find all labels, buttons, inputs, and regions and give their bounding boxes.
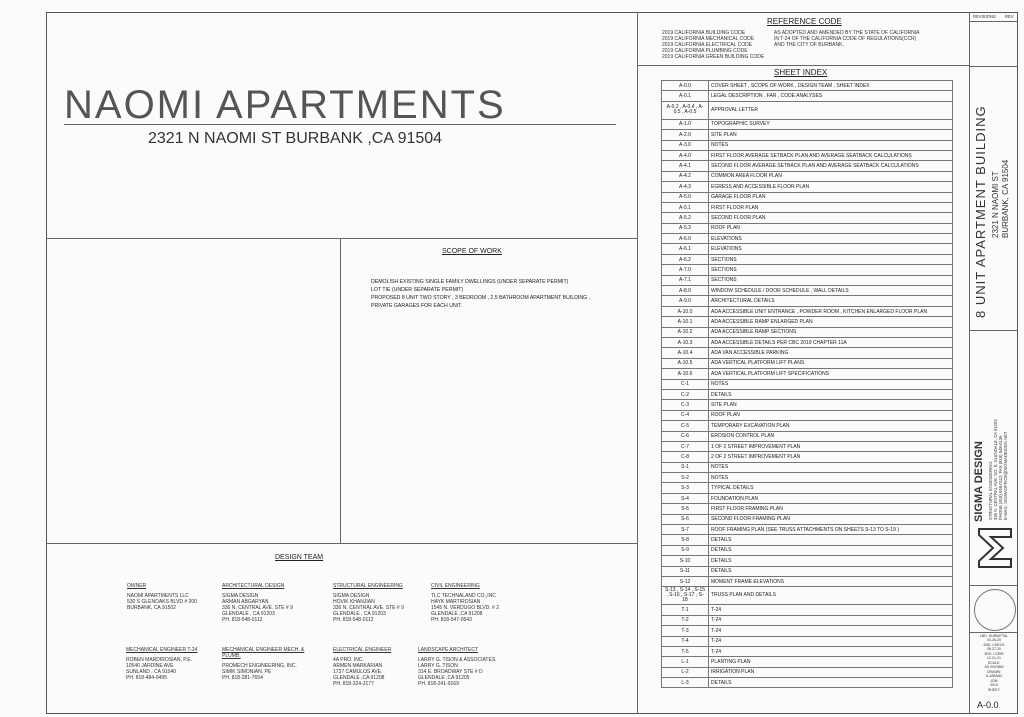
team-detail-line: PH. 818-548-0112 bbox=[222, 617, 263, 623]
sheet-number-cell: A-0.2 , A-0.4 , A-0.5 , A-0.5 bbox=[662, 101, 709, 119]
sheet-index-row bbox=[662, 119, 953, 129]
sheet-description-cell: FIRST FLOOR FRAMING PLAN bbox=[709, 504, 953, 514]
sheet-number-cell: A-6.1 bbox=[662, 244, 709, 254]
sheet-description-cell: ROOF FRAMING PLAN (SEE TRUSS ATTACHMENTS ON SHEETS S-13 TO S-19 ) bbox=[709, 525, 953, 535]
sheet-number-cell: A-5.0 bbox=[662, 192, 709, 202]
note-line: AS ADOPTED AND AMENDED BY THE STATE OF CALIFORNIA bbox=[774, 30, 920, 36]
firm-name-vertical: SIGMA DESIGN bbox=[973, 441, 985, 522]
sheet-number-cell: A-6.2 bbox=[662, 254, 709, 264]
field-value: 12-01-21 bbox=[986, 656, 1001, 660]
sheet-number-cell: C-7 bbox=[662, 441, 709, 451]
sheet-index-row bbox=[662, 223, 953, 233]
sheet-index-row bbox=[662, 369, 953, 379]
note-line: AND THE CITY OF BURBANK. bbox=[774, 42, 844, 48]
project-address: 2321 N NAOMI ST BURBANK ,CA 91504 bbox=[148, 130, 443, 147]
sheet-index-row bbox=[662, 452, 953, 462]
project-address-vertical: 2321 N NAOMI ST bbox=[991, 171, 1000, 238]
title-block-field bbox=[971, 643, 1017, 651]
sheet-description-cell: ADA VERTICAL PLATFORM LIFT PLANS bbox=[709, 358, 953, 368]
sheet-description-cell: TYPICAL DETAILS bbox=[709, 483, 953, 493]
sheet-index-row bbox=[662, 678, 953, 688]
sheet-index-row bbox=[662, 389, 953, 399]
team-detail-line: SIGMA DESIGN bbox=[333, 593, 370, 599]
scope-line: PROPOSED 8 UNIT TWO STORY , 3 BEDROOM , 2.5 BATHROOM APARTMENT BUILDING , bbox=[371, 295, 591, 301]
reference-code-title: REFERENCE CODE bbox=[767, 17, 842, 26]
title-block-field bbox=[971, 652, 1017, 660]
firm-info-line: STRUCTURAL ENGINEERING bbox=[988, 461, 993, 520]
team-detail-line: 530 S GLENOAKS BLVD # 200 bbox=[127, 599, 197, 605]
sheet-index-row bbox=[662, 483, 953, 493]
sheet-index-row bbox=[662, 244, 953, 254]
divider bbox=[969, 330, 1018, 331]
design-team-title: DESIGN TEAM bbox=[275, 554, 324, 561]
sheet-description-cell: T-24 bbox=[709, 646, 953, 656]
sheet-description-cell: SECOND FLOOR FRAMING PLAN bbox=[709, 514, 953, 524]
sheet-number-cell: A-6.0 bbox=[662, 234, 709, 244]
sheet-description-cell: FIRST FLOOR PLAN bbox=[709, 202, 953, 212]
team-detail-line: SIMIK SIMONIAN, PE bbox=[222, 669, 272, 675]
sheet-number-cell: L-2 bbox=[662, 667, 709, 677]
sheet-number-cell: A-8.0 bbox=[662, 286, 709, 296]
sheet-index-row bbox=[662, 504, 953, 514]
team-detail-line: 314 E. BROADWAY STE # D bbox=[418, 669, 483, 675]
sheet-index-row bbox=[662, 636, 953, 646]
sheet-index-row bbox=[662, 400, 953, 410]
sheet-number-cell: A-4.2 bbox=[662, 171, 709, 181]
team-detail-line: SIGMA DESIGN bbox=[222, 593, 259, 599]
firm-info-line: 336 N. CENTRAL AVE. NO. 9, GLENDALE, CA 91203 bbox=[993, 419, 998, 520]
code-line: 2019 CALIFORNIA ELECTRICAL CODE bbox=[662, 42, 753, 48]
reference-code-list bbox=[662, 30, 772, 60]
divider bbox=[637, 65, 969, 66]
sheet-description-cell: LEGAL DESCRIPTION , FAR , CODE ANALYSES bbox=[709, 91, 953, 101]
sheet-description-cell: COVER SHEET , SCOPE OF WORK , DESIGN TEAM , SHEET INDEX bbox=[709, 81, 953, 91]
sheet-number-cell: A-10.3 bbox=[662, 337, 709, 347]
sheet-number-cell: A-10.0 bbox=[662, 306, 709, 316]
firm-info-line: E-MAIL: SIGMAOFFICE@SIGMADESIGN.NET bbox=[1003, 431, 1008, 520]
sheet-description-cell: SECOND FLOOR AVERAGE SETBACK PLAN AND AVERAGE SEATBACK CALCULATIONS bbox=[709, 161, 953, 171]
sheet-index-row bbox=[662, 462, 953, 472]
sheet-number-cell: S-2 bbox=[662, 473, 709, 483]
field-label: 2ND. CHECK bbox=[983, 643, 1005, 647]
sheet-index-row bbox=[662, 473, 953, 483]
sheet-index-row bbox=[662, 213, 953, 223]
sheet-description-cell: ADA ACCESSIBLE DETAILS PER CBC 2019 CHAPTER 11A bbox=[709, 337, 953, 347]
team-detail-line: PH. 818-241-9169 bbox=[418, 681, 459, 687]
team-detail-line: PH. 818-548-0112 bbox=[333, 617, 374, 623]
scope-of-work-text bbox=[371, 278, 629, 310]
sheet-index-row bbox=[662, 587, 953, 605]
sheet-description-cell: DETAILS bbox=[709, 556, 953, 566]
team-detail-line: PH. 818-324-3177 bbox=[333, 681, 374, 687]
sheet-index-row bbox=[662, 535, 953, 545]
sheet-index-row bbox=[662, 150, 953, 160]
sheet-index-row bbox=[662, 306, 953, 316]
sheet-number-cell: S-7 bbox=[662, 525, 709, 535]
sheet-number-cell: S-4 bbox=[662, 493, 709, 503]
field-label: DRAWN: bbox=[986, 670, 1002, 674]
code-line: 2019 CALIFORNIA PLUMBING CODE bbox=[662, 48, 748, 54]
sheet-number-cell: S-13 , S-14 , S-15 , S-16 , S-17 , S-18 bbox=[662, 587, 709, 605]
sheet-index-row bbox=[662, 556, 953, 566]
project-name-vertical: 8 UNIT APARTMENT BUILDING bbox=[973, 105, 988, 318]
sheet-description-cell: ADA ACCESSIBLE UNIT ENTRANCE , POWDER ROOM , KITCHEN ENLARGED FLOOR PLAN bbox=[709, 306, 953, 316]
sheet-index-row bbox=[662, 130, 953, 140]
team-detail-line: GLENDALE ,CA 91208 bbox=[431, 611, 483, 617]
sheet-number-cell: A-5.1 bbox=[662, 202, 709, 212]
team-detail-line: GLENDALE , CA 91203 bbox=[333, 611, 386, 617]
sheet-description-cell: DETAILS bbox=[709, 535, 953, 545]
team-role: LANDSCAPE ARCHITECT bbox=[418, 647, 479, 653]
team-role: MECHANICAL ENGINEER T-24 bbox=[126, 647, 198, 653]
team-member bbox=[418, 647, 506, 687]
revisions-label: REVISIONS bbox=[973, 14, 996, 19]
sheet-number-cell: S-9 bbox=[662, 545, 709, 555]
sheet-description-cell: ELEVATIONS bbox=[709, 244, 953, 254]
team-role: STRUCTURAL ENGINEERING bbox=[333, 583, 403, 589]
sheet-description-cell: DETAILS bbox=[709, 545, 953, 555]
sheet-index-row bbox=[662, 667, 953, 677]
sheet-description-cell: ADA ACCESSIBLE RAMP ENLARGED PLAN bbox=[709, 317, 953, 327]
sheet-description-cell: NOTES bbox=[709, 140, 953, 150]
sheet-description-cell: APPROVAL LETTER bbox=[709, 101, 953, 119]
sheet-description-cell: DETAILS bbox=[709, 678, 953, 688]
team-role: MECHANICAL ENGINEER MECH. & PLUMB. bbox=[222, 647, 305, 659]
sheet-number-cell: T-1 bbox=[662, 605, 709, 615]
team-role: CIVIL ENGINEERING bbox=[431, 583, 480, 589]
sheet-description-cell: TEMPORARY EXCAVATION PLAN bbox=[709, 421, 953, 431]
sheet-description-cell: ELEVATIONS bbox=[709, 234, 953, 244]
sheet-index-row bbox=[662, 421, 953, 431]
team-detail-line: ROBEN MARDIROSIAN, P.E. bbox=[126, 657, 193, 663]
sheet-index-row bbox=[662, 410, 953, 420]
sheet-index-row bbox=[662, 265, 953, 275]
team-detail-line: GLENDALE , CA 91203 bbox=[222, 611, 275, 617]
sheet-number-cell: L-1 bbox=[662, 657, 709, 667]
sheet-description-cell: IRRIGATION PLAN bbox=[709, 667, 953, 677]
sheet-number-cell: A-7.1 bbox=[662, 275, 709, 285]
team-detail-line: PH. 818-281-7654 bbox=[222, 675, 263, 681]
sheet-number-cell: A-9.0 bbox=[662, 296, 709, 306]
team-detail-line: 336 N. CENTRAL AVE. STE # 9 bbox=[333, 605, 404, 611]
sheet-number-cell: C-3 bbox=[662, 400, 709, 410]
sheet-description-cell: SECTIONS bbox=[709, 265, 953, 275]
team-detail-line: NAOMI APARTMENTS LLC bbox=[127, 593, 189, 599]
sheet-index-row bbox=[662, 234, 953, 244]
divider bbox=[969, 632, 1018, 633]
team-role: OWNER bbox=[127, 583, 147, 589]
team-detail-line: ARMEN MARKARIAN bbox=[333, 663, 383, 669]
sheet-description-cell: SITE PLAN bbox=[709, 400, 953, 410]
sheet-number-cell: A-10.5 bbox=[662, 358, 709, 368]
team-member bbox=[333, 583, 421, 623]
sheet-number-cell: S-6 bbox=[662, 514, 709, 524]
sheet-number-cell: A-5.2 bbox=[662, 213, 709, 223]
team-member bbox=[431, 583, 519, 623]
sheet-number-cell: A-7.0 bbox=[662, 265, 709, 275]
sheet-number: A-0.0 bbox=[977, 700, 999, 710]
team-member bbox=[126, 647, 214, 681]
divider bbox=[969, 585, 1018, 586]
field-value: 08-27-20 bbox=[986, 647, 1001, 651]
team-detail-line: BURBANK, CA 91502 bbox=[127, 605, 176, 611]
sheet-description-cell: COMMON AREA FLOOR PLAN bbox=[709, 171, 953, 181]
sheet-index-row bbox=[662, 615, 953, 625]
divider bbox=[969, 21, 1018, 22]
sheet-index-row bbox=[662, 337, 953, 347]
sheet-number-cell: A-1.0 bbox=[662, 119, 709, 129]
sheet-index-row bbox=[662, 81, 953, 91]
sheet-index-row bbox=[662, 296, 953, 306]
sheet-index-row bbox=[662, 101, 953, 119]
sheet-description-cell: TRUSS PLAN AND DETAILS bbox=[709, 587, 953, 605]
sheet-description-cell: ARCHITECTURAL DETAILS bbox=[709, 296, 953, 306]
team-detail-line: GLENDALE ,CA 91208 bbox=[333, 675, 385, 681]
code-line: 2019 CALIFORNIA GREEN BUILDING CODE bbox=[662, 54, 765, 60]
sheet-number-cell: A-4.0 bbox=[662, 150, 709, 160]
title-block-field bbox=[971, 661, 1017, 669]
team-member bbox=[222, 647, 310, 681]
sheet-description-cell: MOMENT FRAME ELEVATIONS bbox=[709, 576, 953, 586]
scope-of-work-title: SCOPE OF WORK bbox=[442, 248, 502, 255]
sheet-index-row bbox=[662, 657, 953, 667]
sheet-index-row bbox=[662, 286, 953, 296]
sheet-number-cell: A-3.0 bbox=[662, 140, 709, 150]
sheet-index-row bbox=[662, 91, 953, 101]
sheet-index-table bbox=[661, 80, 953, 688]
sheet-index-title: SHEET INDEX bbox=[774, 68, 828, 77]
sheet-index-row bbox=[662, 275, 953, 285]
scope-line: PRIVATE GARAGES FOR EACH UNIT. bbox=[371, 303, 463, 309]
sheet-index-row bbox=[662, 646, 953, 656]
sheet-index-row bbox=[662, 161, 953, 171]
sheet-index-row bbox=[662, 171, 953, 181]
scope-line: DEMOLISH EXISTING SINGLE FAMILY DWELLINGS (UNDER SEPARATE PERMIT) bbox=[371, 279, 569, 285]
sheet-description-cell: ROOF PLAN bbox=[709, 223, 953, 233]
team-detail-line: GLENDALE ,CA 91205 bbox=[418, 675, 470, 681]
sheet-index-row bbox=[662, 140, 953, 150]
team-detail-line: LARRY G. TISON & ASSOCIATES. bbox=[418, 657, 497, 663]
sheet-description-cell: NOTES bbox=[709, 462, 953, 472]
sheet-index-row bbox=[662, 514, 953, 524]
sheet-index-row bbox=[662, 202, 953, 212]
sheet-index-row bbox=[662, 182, 953, 192]
firm-info-line: PHONE (818) 548-0112, FAX (818) 548-0136 bbox=[998, 435, 1003, 520]
title-block-field bbox=[971, 679, 1017, 687]
sheet-number-cell: A-4.1 bbox=[662, 161, 709, 171]
divider bbox=[637, 12, 638, 714]
title-block-field bbox=[971, 688, 1017, 692]
sheet-description-cell: SECTIONS bbox=[709, 254, 953, 264]
sheet-number-cell: S-11 bbox=[662, 566, 709, 576]
sheet-index-row bbox=[662, 576, 953, 586]
team-member bbox=[127, 583, 215, 611]
sheet-number-cell: A-2.0 bbox=[662, 130, 709, 140]
divider bbox=[969, 66, 1018, 67]
sheet-description-cell: 1 OF 2 STREET IMPROVEMENT PLAN bbox=[709, 441, 953, 451]
sheet-number-cell: A-10.1 bbox=[662, 317, 709, 327]
code-line: 2019 CALIFORNIA MECHANICAL CODE bbox=[662, 36, 755, 42]
sheet-description-cell: ADA ACCESSIBLE RAMP SECTIONS bbox=[709, 327, 953, 337]
sheet-description-cell: T-24 bbox=[709, 605, 953, 615]
sheet-description-cell: EGRESS AND ACCESSIBLE FLOOR PLAN bbox=[709, 182, 953, 192]
sheet-index-row bbox=[662, 379, 953, 389]
team-member bbox=[222, 583, 310, 623]
team-detail-line: 4A PRO. INC. bbox=[333, 657, 364, 663]
sheet-index-row bbox=[662, 431, 953, 441]
sheet-index-row bbox=[662, 566, 953, 576]
sheet-index-row bbox=[662, 545, 953, 555]
divider bbox=[969, 12, 970, 714]
team-role: ARCHITECTURAL DESIGN bbox=[222, 583, 285, 589]
team-detail-line: PH. 818-484-0495 bbox=[126, 675, 167, 681]
sheet-number-cell: T-4 bbox=[662, 636, 709, 646]
sheet-index-row bbox=[662, 327, 953, 337]
sheet-index-row bbox=[662, 605, 953, 615]
sheet-number-cell: A-10.6 bbox=[662, 369, 709, 379]
sheet-description-cell: GARAGE FLOOR PLAN bbox=[709, 192, 953, 202]
team-detail-line: SUNLAND , CA 91040 bbox=[126, 669, 177, 675]
team-detail-line: 1545 N. VERDUGO BLVD. # 2 bbox=[431, 605, 499, 611]
code-line: 2019 CALIFORNIA BUILDING CODE bbox=[662, 30, 746, 36]
sheet-description-cell: EROSION CONTROL PLAN bbox=[709, 431, 953, 441]
sheet-number-cell: A-5.3 bbox=[662, 223, 709, 233]
team-detail-line: PROMECH ENGINEERING, INC. bbox=[222, 663, 297, 669]
title-block-field bbox=[971, 670, 1017, 678]
sheet-description-cell: SECOND FLOOR PLAN bbox=[709, 213, 953, 223]
sheet-number-cell: T-5 bbox=[662, 646, 709, 656]
team-member bbox=[333, 647, 421, 687]
title-block-field bbox=[971, 634, 1017, 642]
sheet-number-cell: A-4.3 bbox=[662, 182, 709, 192]
sheet-number-cell: S-8 bbox=[662, 535, 709, 545]
sheet-description-cell: FIRST FLOOR AVERAGE SETBACK PLAN AND AVERAGE SEATBACK CALCULATIONS bbox=[709, 150, 953, 160]
field-label: JOB: bbox=[990, 679, 998, 683]
team-detail-line: 10540 JARDINE AVE bbox=[126, 663, 174, 669]
sheet-index-row bbox=[662, 192, 953, 202]
sheet-number-cell: S-5 bbox=[662, 504, 709, 514]
sheet-description-cell: NOTES bbox=[709, 473, 953, 483]
sheet-description-cell: T-24 bbox=[709, 615, 953, 625]
sheet-index-row bbox=[662, 441, 953, 451]
sheet-description-cell: NOTES bbox=[709, 379, 953, 389]
sheet-description-cell: DETAILS bbox=[709, 566, 953, 576]
sheet-description-cell: SITE PLAN bbox=[709, 130, 953, 140]
sheet-description-cell: DETAILS bbox=[709, 389, 953, 399]
sheet-description-cell: ADA VAN ACCESSIBLE PARKING bbox=[709, 348, 953, 358]
field-value: 03-26-20 bbox=[986, 638, 1001, 642]
field-label: SCALE: bbox=[987, 661, 1001, 665]
note-line: IN T-24 OF THE CALIFORNIA CODE OF REGULATIONS(CCR) bbox=[774, 36, 917, 42]
scope-line: LOT TIE (UNDER SEPARATE PERMIT) bbox=[371, 287, 464, 293]
sheet-index-row bbox=[662, 493, 953, 503]
team-detail-line: PH. 818-547-0543 bbox=[431, 617, 472, 623]
sheet-description-cell: WINDOW SCHEDULE / DOOR SCHEDULE , WALL DETAILS bbox=[709, 286, 953, 296]
sheet-number-cell: A-10.4 bbox=[662, 348, 709, 358]
sheet-index-row bbox=[662, 317, 953, 327]
sheet-description-cell: 2 OF 2 STREET IMPROVEMENT PLAN bbox=[709, 452, 953, 462]
team-detail-line: ARMAN ABGARYAN bbox=[222, 599, 269, 605]
sheet-index-row bbox=[662, 525, 953, 535]
sheet-description-cell: ROOF PLAN bbox=[709, 410, 953, 420]
sheet-number-cell: C-4 bbox=[662, 410, 709, 420]
engineer-stamp bbox=[974, 589, 1016, 631]
sheet-description-cell: PLANTING PLAN bbox=[709, 657, 953, 667]
sheet-number-cell: C-2 bbox=[662, 389, 709, 399]
divider bbox=[340, 238, 341, 543]
field-value: AS SHOWN bbox=[984, 665, 1004, 669]
sheet-index-row bbox=[662, 254, 953, 264]
sheet-number-cell: A-10.2 bbox=[662, 327, 709, 337]
team-role: ELECTRICAL ENGINEER bbox=[333, 647, 392, 653]
sheet-description-cell: T-24 bbox=[709, 636, 953, 646]
sheet-number-cell: C-6 bbox=[662, 431, 709, 441]
sheet-index-row bbox=[662, 348, 953, 358]
sheet-number-cell: S-12 bbox=[662, 576, 709, 586]
sheet-number-cell: A-0.0 bbox=[662, 81, 709, 91]
field-label: 3RD. CORR bbox=[984, 652, 1004, 656]
sheet-number-cell: T-2 bbox=[662, 615, 709, 625]
sheet-description-cell: TOPOGRAPHIC SURVEY bbox=[709, 119, 953, 129]
sheet-number-cell: L-3 bbox=[662, 678, 709, 688]
field-value: 2019 bbox=[990, 683, 998, 687]
reference-code-note bbox=[774, 30, 949, 48]
field-value: A.ARMAN bbox=[986, 674, 1002, 678]
sheet-index-row bbox=[662, 626, 953, 636]
sheet-description-cell: T-24 bbox=[709, 626, 953, 636]
sheet-number-cell: C-5 bbox=[662, 421, 709, 431]
team-detail-line: 1737 CAMULOS AVE. bbox=[333, 669, 383, 675]
field-label: SHEET: bbox=[987, 688, 1001, 692]
rev-label: REV bbox=[1005, 14, 1014, 19]
sheet-description-cell: ADA VERTICAL PLATFORM LIFT SPECIFICATIONS bbox=[709, 369, 953, 379]
project-city-vertical: BURBANK, CA 91504 bbox=[1001, 159, 1010, 238]
team-detail-line: TLC TECHNALAND CO.,INC bbox=[431, 593, 496, 599]
project-title: NAOMI APARTMENTS bbox=[64, 83, 506, 127]
team-detail-line: HAYK MARTIROSIAN bbox=[431, 599, 481, 605]
team-detail-line: 336 N. CENTRAL AVE. STE # 9 bbox=[222, 605, 293, 611]
sheet-description-cell: SECTIONS bbox=[709, 275, 953, 285]
sheet-description-cell: FOUNDATION PLAN bbox=[709, 493, 953, 503]
sheet-number-cell: T-3 bbox=[662, 626, 709, 636]
sheet-number-cell: C-1 bbox=[662, 379, 709, 389]
field-label: 1ND. SUBMITTAL bbox=[979, 634, 1009, 638]
sheet-number-cell: S-3 bbox=[662, 483, 709, 493]
sheet-number-cell: S-10 bbox=[662, 556, 709, 566]
team-detail-line: LARRY G. TISON bbox=[418, 663, 458, 669]
sheet-index-row bbox=[662, 358, 953, 368]
sigma-logo bbox=[975, 525, 1015, 571]
sheet-number-cell: C-8 bbox=[662, 452, 709, 462]
divider bbox=[46, 543, 637, 544]
sheet-number-cell: A-0.1 bbox=[662, 91, 709, 101]
divider bbox=[46, 238, 637, 239]
sheet-number-cell: S-1 bbox=[662, 462, 709, 472]
team-detail-line: HOVIK KHANJIAN bbox=[333, 599, 375, 605]
